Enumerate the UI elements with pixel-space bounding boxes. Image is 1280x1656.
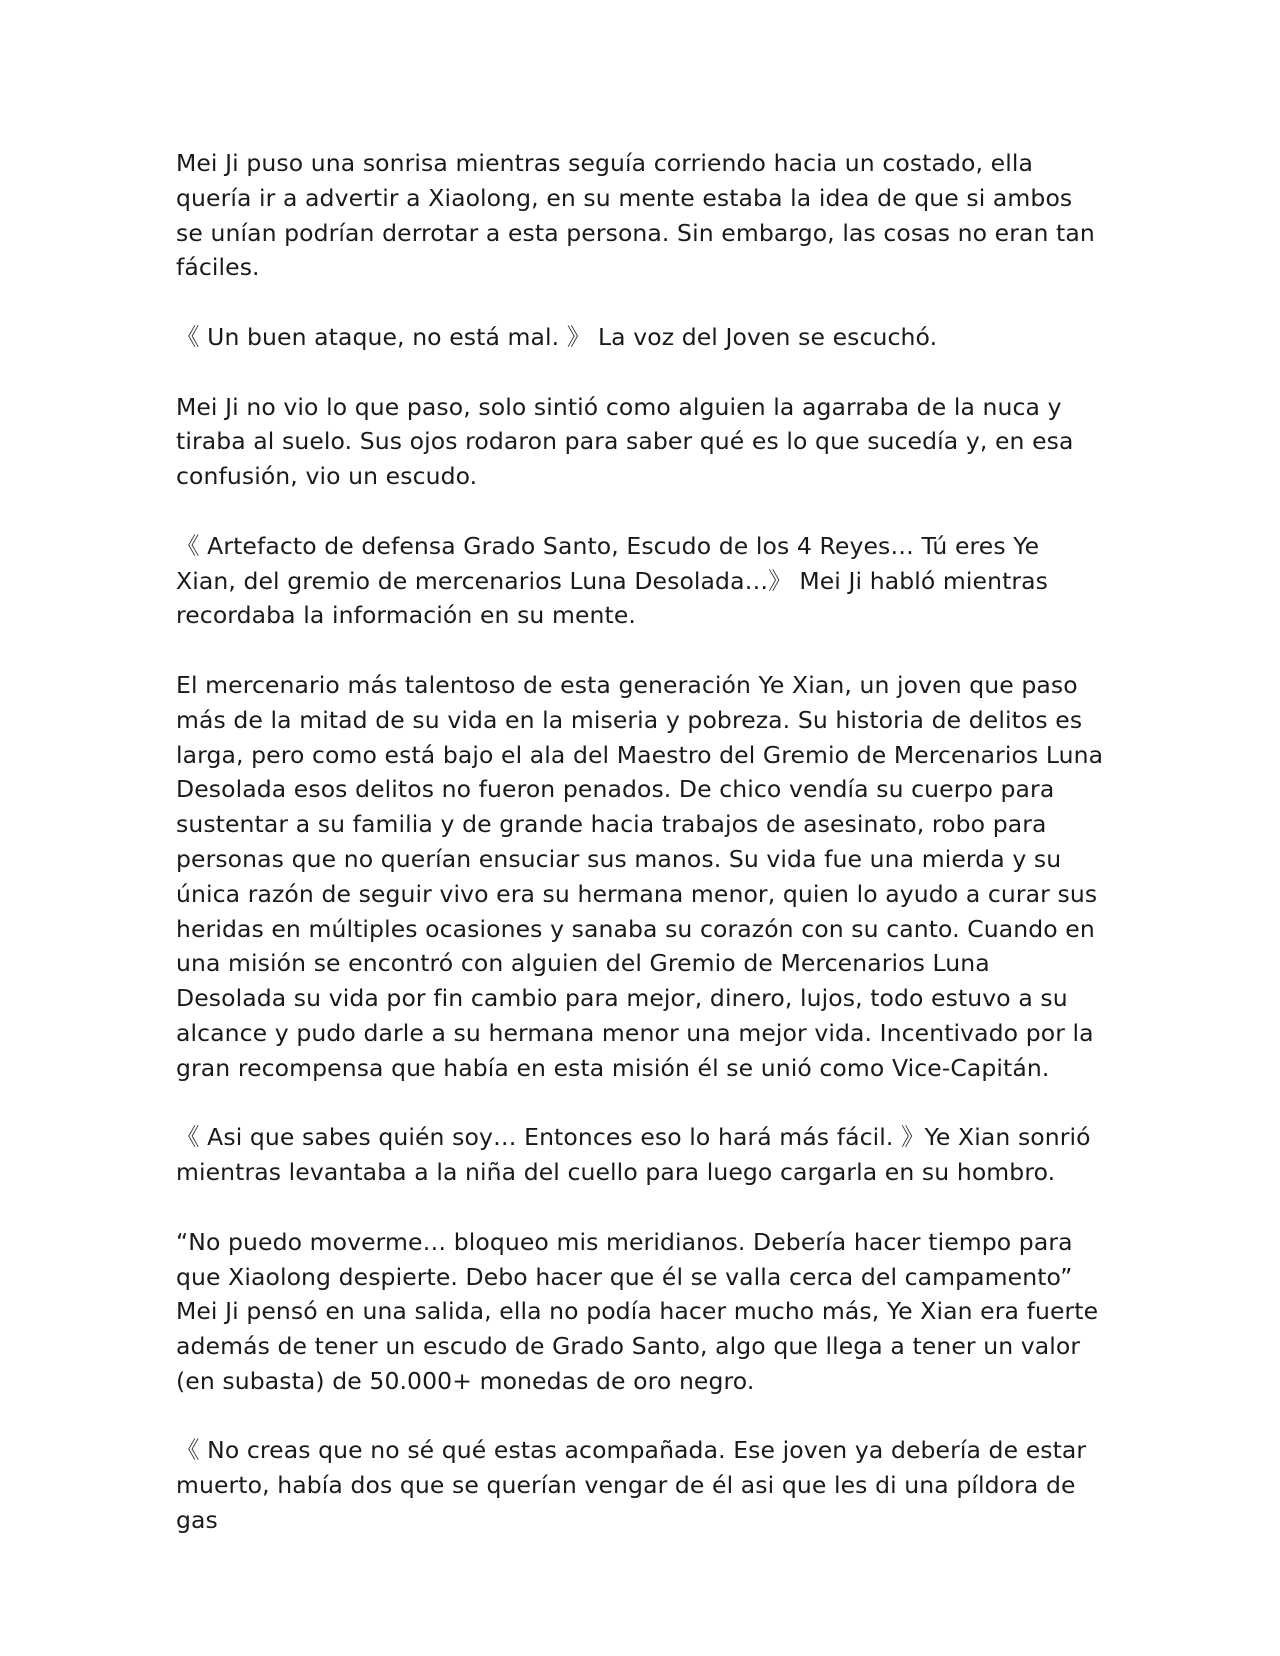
paragraph-1: Mei Ji puso una sonrisa mientras seguía corriendo hacia un costado, ella quería ir a advertir a Xiaolong, en su mente estaba la idea de que si ambos se unían podrían derrotar a esta persona. Sin embargo, las cosas no eran tan fáciles.	[176, 149, 1095, 282]
document-body	[176, 146, 1106, 1538]
paragraph-7: “No puedo moverme… bloqueo mis meridianos. Debería hacer tiempo para que Xiaolong despierte. Debo hacer que él se valla cerca del campamento” Mei Ji pensó en una salida, ella no podía hacer mucho más, Ye Xian era fuerte además de tener un escudo de Grado Santo, algo que llega a tener un valor (en subasta) de 50.000+ monedas de oro negro.	[176, 1227, 1099, 1395]
paragraph-8: 《 No creas que no sé qué estas acompañada. Ese joven ya debería de estar muerto, había dos que se querían vengar de él asi que les di una píldora de gas	[176, 1436, 1087, 1535]
paragraph-3: Mei Ji no vio lo que paso, solo sintió como alguien la agarraba de la nuca y tiraba al suelo. Sus ojos rodaron para saber qué es lo que sucedía y, en esa confusión, vio un escudo.	[176, 392, 1074, 491]
paragraph-2: 《 Un buen ataque, no está mal. 》 La voz del Joven se escuchó.	[176, 322, 938, 351]
paragraph-6: 《 Asi que sabes quién soy… Entonces eso lo hará más fácil. 》Ye Xian sonrió mientras levantaba a la niña del cuello para luego cargarla en su hombro.	[176, 1123, 1091, 1187]
paragraph-4: 《 Artefacto de defensa Grado Santo, Escudo de los 4 Reyes… Tú eres Ye Xian, del gremio de mercenarios Luna Desolada…》 Mei Ji habló mientras recordaba la información en su mente.	[176, 531, 1048, 630]
paragraph-5: El mercenario más talentoso de esta generación Ye Xian, un joven que paso más de la mitad de su vida en la miseria y pobreza. Su historia de delitos es larga, pero como está bajo el ala del Maestro del Gremio de Mercenarios Luna Desolada esos delitos no fueron penados. De chico vendía su cuerpo para sustentar a su familia y de grande hacia trabajos de asesinato, robo para personas que no querían ensuciar sus manos. Su vida fue una mierda y su única razón de seguir vivo era su hermana menor, quien lo ayudo a curar sus heridas en múltiples ocasiones y sanaba su corazón con su canto. Cuando en una misión se encontró con alguien del Gremio de Mercenarios Luna Desolada su vida por fin cambio para mejor, dinero, lujos, todo estuvo a su alcance y pudo darle a su hermana menor una mejor vida. Incentivado por la gran recompensa que había en esta misión él se unió como Vice-Capitán.	[176, 670, 1104, 1082]
